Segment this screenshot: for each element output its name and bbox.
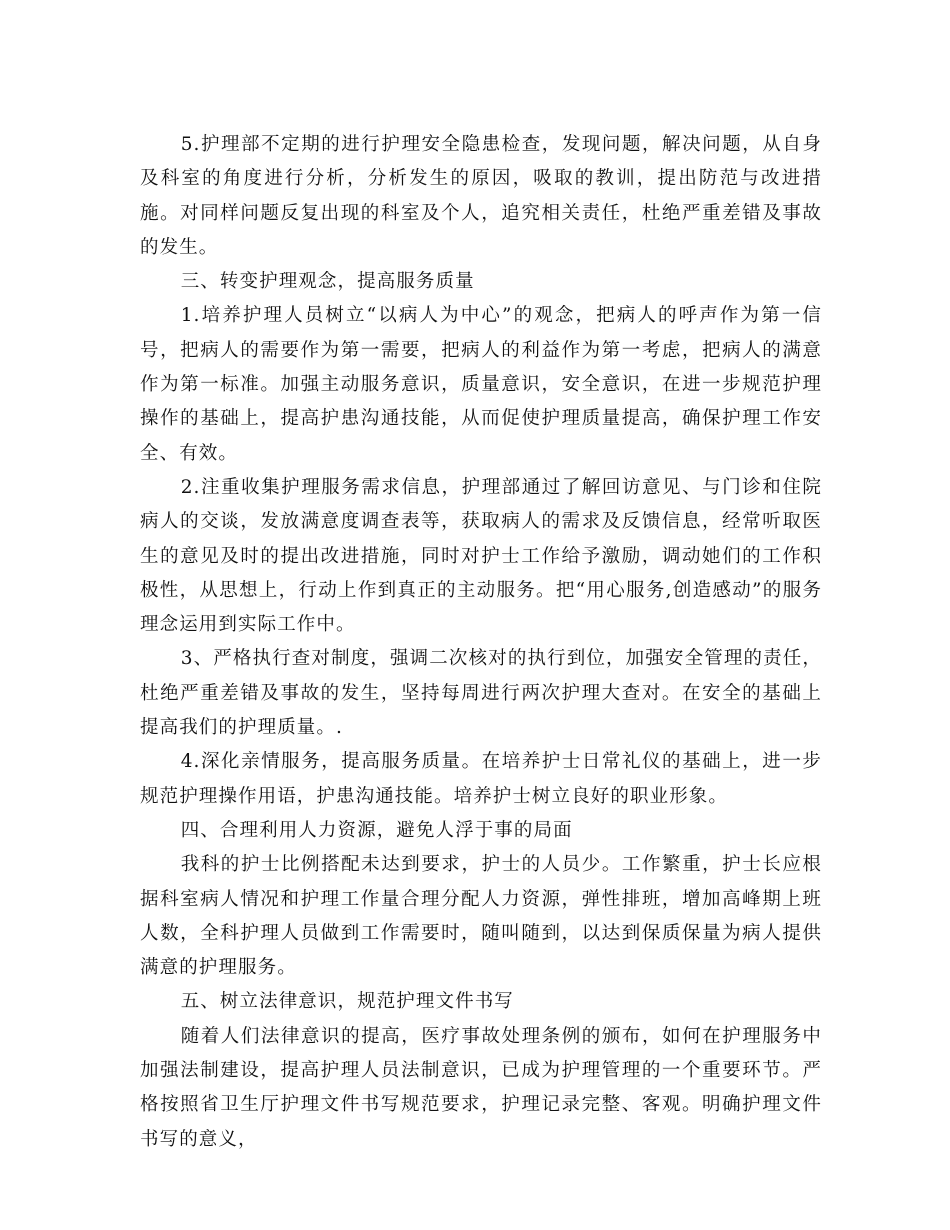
document-body [140,128,822,1157]
paragraph-item-4: 4.深化亲情服务，提高服务质量。在培养护士日常礼仪的基础上，进一步规范护理操作用语，护患沟通技能。培养护士树立良好的职业形象。 [140,751,822,807]
paragraph-item-2: 2.注重收集护理服务需求信息，护理部通过了解回访意见、与门诊和住院病人的交谈，发放满意度调查表等，获取病人的需求及反馈信息，经常听取医生的意见及时的提出改进措施，同时对护士工作给予激励，调动她们的工作积极性，从思想上，行动上作到真正的主动服务。把“用心服务,创造感动”的服务理念运用到实际工作中。 [140,476,822,636]
section-heading-3: 三、转变护理观念，提高服务质量 [180,271,475,293]
paragraph-legal: 随着人们法律意识的提高，医疗事故处理条例的颁布，如何在护理服务中加强法制建设，提高护理人员法制意识，已成为护理管理的一个重要环节。严格按照省卫生厅护理文件书写规范要求，护理记录完整、客观。明确护理文件书写的意义， [140,1025,822,1150]
paragraph-staffing: 我科的护士比例搭配未达到要求，护士的人员少。工作繁重，护士长应根据科室病人情况和护理工作量合理分配人力资源，弹性排班，增加高峰期上班人数，全科护理人员做到工作需要时，随叫随到，以达到保质保量为病人提供满意的护理服务。 [140,854,822,979]
paragraph-item-1: 1.培养护理人员树立“以病人为中心”的观念，把病人的呼声作为第一信号，把病人的需要作为第一需要，把病人的利益作为第一考虑，把病人的满意作为第一标准。加强主动服务意识，质量意识，安全意识，在进一步规范护理操作的基础上，提高护患沟通技能，从而促使护理质量提高，确保护理工作安全、有效。 [140,305,822,464]
paragraph-item-3: 3、严格执行查对制度，强调二次核对的执行到位，加强安全管理的责任，杜绝严重差错及事故的发生，坚持每周进行两次护理大查对。在安全的基础上提高我们的护理质量。. [140,648,822,739]
paragraph-item-5: 5.护理部不定期的进行护理安全隐患检查，发现问题，解决问题，从自身及科室的角度进行分析，分析发生的原因，吸取的教训，提出防范与改进措施。对同样问题反复出现的科室及个人，追究相关责任，杜绝严重差错及事故的发生。 [140,134,822,258]
section-heading-4: 四、合理利用人力资源，避免人浮于事的局面 [180,819,573,841]
section-heading-5: 五、树立法律意识，规范护理文件书写 [180,991,514,1013]
